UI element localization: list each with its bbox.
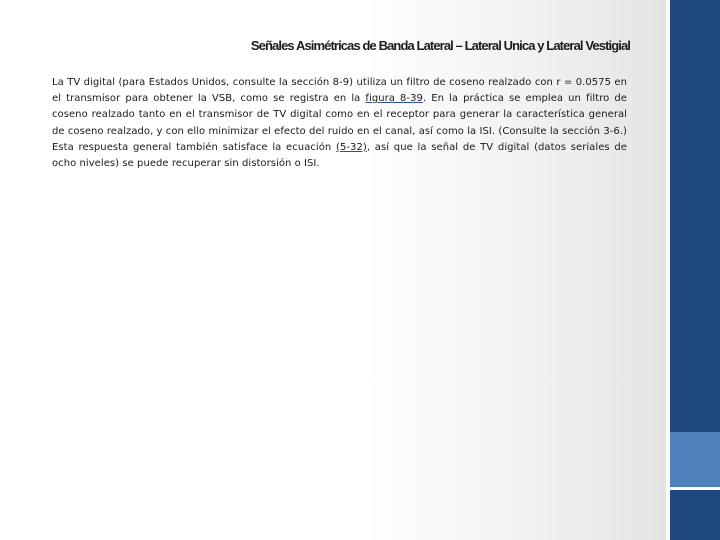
sidebar-accent-block xyxy=(670,432,720,487)
figure-8-39-link[interactable]: figura 8-39 xyxy=(365,93,423,105)
paragraph-text-2: . En la práctica se emplea un filtro de coseno realzado tanto en el transmisor de TV digital como en el receptor para generar la característica general de coseno realzado, y con ello minimizar el efecto del ruido en el canal, así como la ISI. (Consulte la sección 3-6.) Esta respuesta general también satisface la ecuación xyxy=(52,93,627,153)
paragraph-text-3: , así que la señal de TV digital (datos seriales de ocho niveles) se puede recuperar sin distorsión o ISI. xyxy=(52,141,627,170)
body-paragraph xyxy=(52,75,627,172)
paragraph-text-1: La TV digital (para Estados Unidos, consulte la sección 8-9) utiliza un filtro de coseno realzado con r = 0.0575 en el transmisor para obtener la VSB, como se registra en la xyxy=(52,77,627,105)
equation-5-32-link[interactable]: (5-32) xyxy=(336,141,367,153)
sidebar-dark-bottom xyxy=(670,490,720,540)
sidebar-dark-top xyxy=(670,0,720,432)
slide-title: Señales Asimétricas de Banda Lateral – Lateral Unica y Lateral Vestigial xyxy=(250,38,630,53)
